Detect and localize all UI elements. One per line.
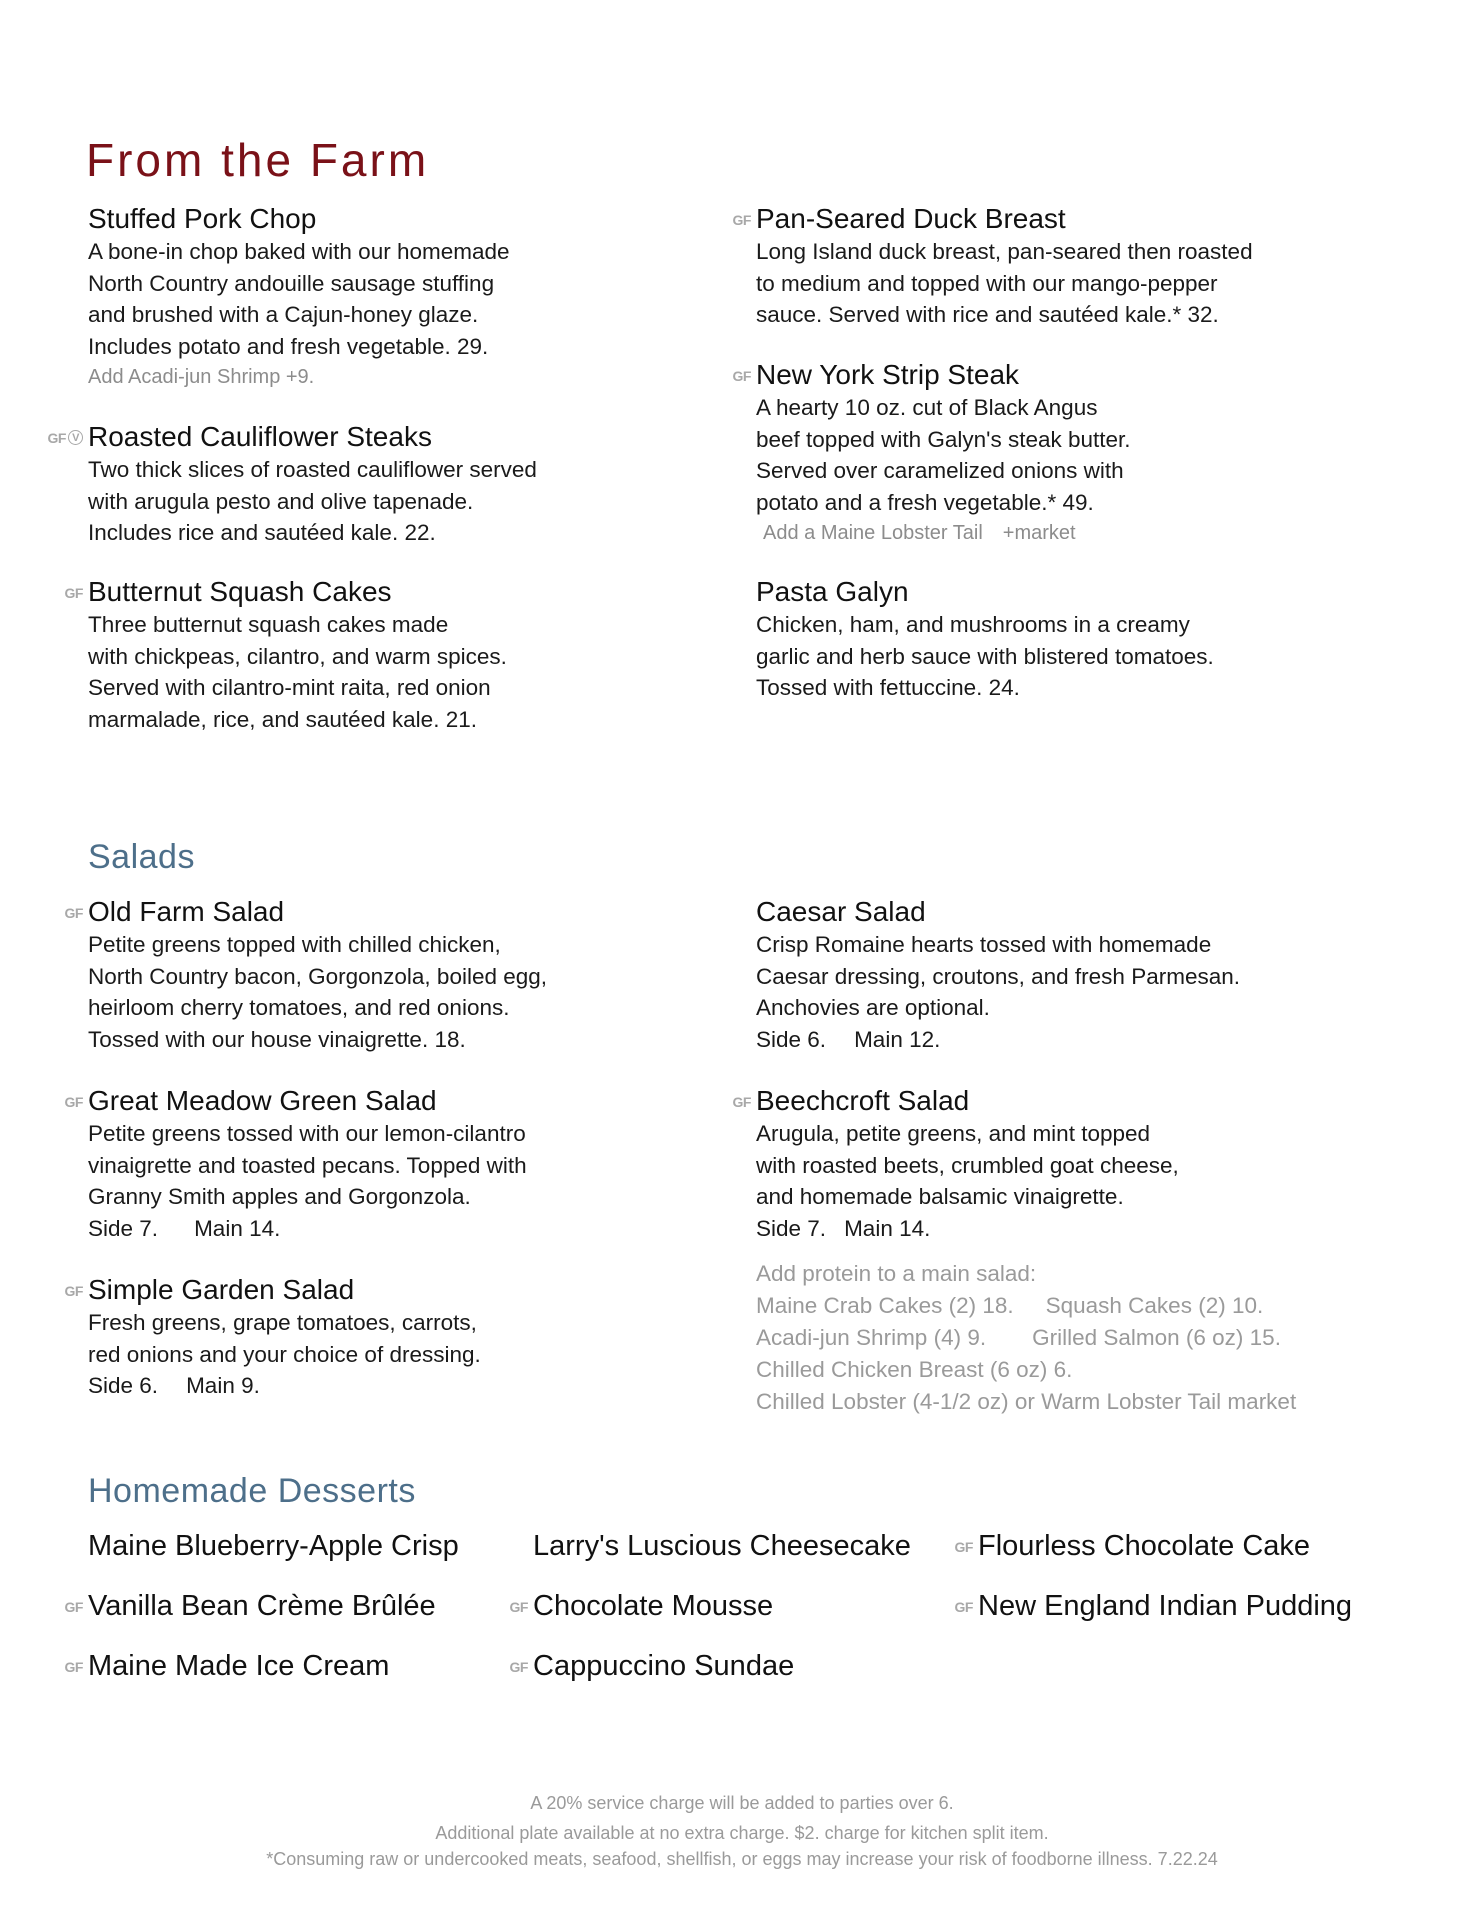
item-description: A hearty 10 oz. cut of Black Angus beef topped with Galyn's steak butter. Served over caramelized onions with potato and a fresh vegetable.* 49. [756, 395, 1131, 515]
item-name: Caesar Salad [756, 896, 926, 927]
item-price: Side 7. Main 14. [88, 1215, 281, 1241]
protein-row: Acadi-jun Shrimp (4) 9. Grilled Salmon (6 oz) 15. [756, 1325, 1281, 1350]
item-price: Side 7. Main 14. [756, 1215, 931, 1241]
gluten-free-badge: GF [64, 1283, 83, 1299]
dessert-item: GF New England Indian Pudding [954, 1590, 1353, 1622]
item-addon: Add Acadi-jun Shrimp +9. [88, 366, 315, 388]
add-protein-heading: Add protein to a main salad: [756, 1261, 1037, 1286]
dessert-item: GF Chocolate Mousse [509, 1590, 774, 1622]
footer-foodborne-warning: *Consuming raw or undercooked meats, seafood, shellfish, or eggs may increase your risk of foodborne illness. 7.22.24 [266, 1849, 1218, 1869]
item-description: Three butternut squash cakes made with chickpeas, cilantro, and warm spices. Served with cilantro-mint raita, red onion marmalade, rice, and sautéed kale. 21. [88, 612, 507, 732]
item-name: Simple Garden Salad [88, 1274, 355, 1305]
item-description: Long Island duck breast, pan-seared then roasted to medium and topped with our mango-pepper sauce. Served with rice and sautéed kale.* 32. [756, 239, 1253, 327]
menu-item-simple-garden-salad [64, 1273, 648, 1402]
item-description: Crisp Romaine hearts tossed with homemade Caesar dressing, croutons, and fresh Parmesan. Anchovies are optional. Side 6. Main 12. [756, 929, 1316, 1055]
gluten-free-badge: GF [64, 905, 83, 921]
gluten-free-badge: GF [64, 1094, 83, 1110]
gluten-free-badge: GF [64, 1599, 83, 1615]
item-description: Fresh greens, grape tomatoes, carrots, red onions and your choice of dressing. Side 6. Main 9. [88, 1307, 648, 1402]
item-name: Pan-Seared Duck Breast [756, 203, 1066, 234]
item-description: A bone-in chop baked with our homemade North Country andouille sausage stuffing and brushed with a Cajun-honey glaze. Includes potato and fresh vegetable. 29. [88, 239, 510, 359]
menu-item-pan-seared-duck-breast [732, 202, 1316, 331]
dessert-item: GF Cappuccino Sundae [509, 1650, 795, 1682]
gluten-free-badge: GF [64, 585, 83, 601]
item-name: Pasta Galyn [756, 576, 909, 607]
menu-item-roasted-cauliflower-steaks [47, 420, 648, 549]
item-description: Chicken, ham, and mushrooms in a creamy garlic and herb sauce with blistered tomatoes. Tossed with fettuccine. 24. [756, 612, 1214, 700]
gluten-free-badge: GF V [48, 431, 83, 445]
gluten-free-badge: GF [732, 368, 751, 384]
add-protein-block [756, 1258, 1296, 1418]
protein-row: Chilled Lobster (4-1/2 oz) or Warm Lobster Tail market [756, 1389, 1297, 1414]
gluten-free-badge: GF [954, 1599, 973, 1615]
dessert-item: Larry's Luscious Cheesecake [533, 1530, 911, 1562]
menu-item-beechcroft-salad [732, 1084, 1316, 1244]
item-name: Old Farm Salad [88, 896, 285, 927]
vegetarian-icon: V [68, 430, 83, 445]
dessert-item: GF Flourless Chocolate Cake [954, 1530, 1311, 1562]
gluten-free-badge: GF [954, 1539, 973, 1555]
gluten-free-badge: GF [509, 1659, 528, 1675]
menu-item-butternut-squash-cakes [64, 575, 648, 735]
item-price: Side 6. Main 9. [88, 1373, 260, 1398]
section-title-desserts: Homemade Desserts [88, 1472, 416, 1510]
gluten-free-badge: GF [732, 1094, 751, 1110]
menu-item-pasta-galyn [756, 575, 1316, 704]
footer-split-plate: Additional plate available at no extra charge. $2. charge for kitchen split item. [435, 1823, 1049, 1843]
item-name: Roasted Cauliflower Steaks [88, 421, 432, 452]
menu-item-stuffed-pork-chop [88, 202, 648, 392]
section-title-farm: From the Farm [86, 134, 430, 186]
gluten-free-badge: GF [509, 1599, 528, 1615]
item-name: Stuffed Pork Chop [88, 203, 317, 234]
gluten-free-badge: GF [732, 212, 751, 228]
item-description: Petite greens tossed with our lemon-cilantro vinaigrette and toasted pecans. Topped with Granny Smith apples and Gorgonzola. Side 7. Main 14. [88, 1118, 648, 1244]
item-description: Two thick slices of roasted cauliflower served with arugula pesto and olive tapenade. Includes rice and sautéed kale. 22. [88, 457, 537, 545]
item-description: Petite greens topped with chilled chicken, North Country bacon, Gorgonzola, boiled egg, heirloom cherry tomatoes, and red onions. Tossed with our house vinaigrette. 18. [88, 932, 548, 1052]
footer-service-charge: A 20% service charge will be added to parties over 6. [530, 1793, 954, 1813]
dessert-item: GF Maine Made Ice Cream [64, 1650, 390, 1682]
item-name: Beechcroft Salad [756, 1085, 970, 1116]
item-price: Side 6. Main 12. [756, 1026, 941, 1052]
dessert-item: GF Vanilla Bean Crème Brûlée [64, 1590, 436, 1622]
item-name: Butternut Squash Cakes [88, 576, 392, 607]
menu-item-new-york-strip-steak [732, 358, 1316, 548]
menu-item-great-meadow-green-salad [64, 1084, 648, 1244]
item-addon: Add a Maine Lobster Tail +market [763, 522, 1076, 544]
menu-item-caesar-salad [756, 895, 1316, 1055]
menu-item-old-farm-salad [64, 895, 648, 1055]
dessert-item: Maine Blueberry-Apple Crisp [88, 1530, 459, 1562]
item-name: New York Strip Steak [756, 359, 1020, 390]
section-title-salads: Salads [88, 838, 195, 876]
protein-row: Chilled Chicken Breast (6 oz) 6. [756, 1357, 1073, 1382]
item-name: Great Meadow Green Salad [88, 1085, 437, 1116]
gluten-free-badge: GF [64, 1659, 83, 1675]
protein-row: Maine Crab Cakes (2) 18. Squash Cakes (2) 10. [756, 1293, 1264, 1318]
item-description: Arugula, petite greens, and mint topped with roasted beets, crumbled goat cheese, and homemade balsamic vinaigrette. Side 7. Main 14. [756, 1118, 1316, 1244]
